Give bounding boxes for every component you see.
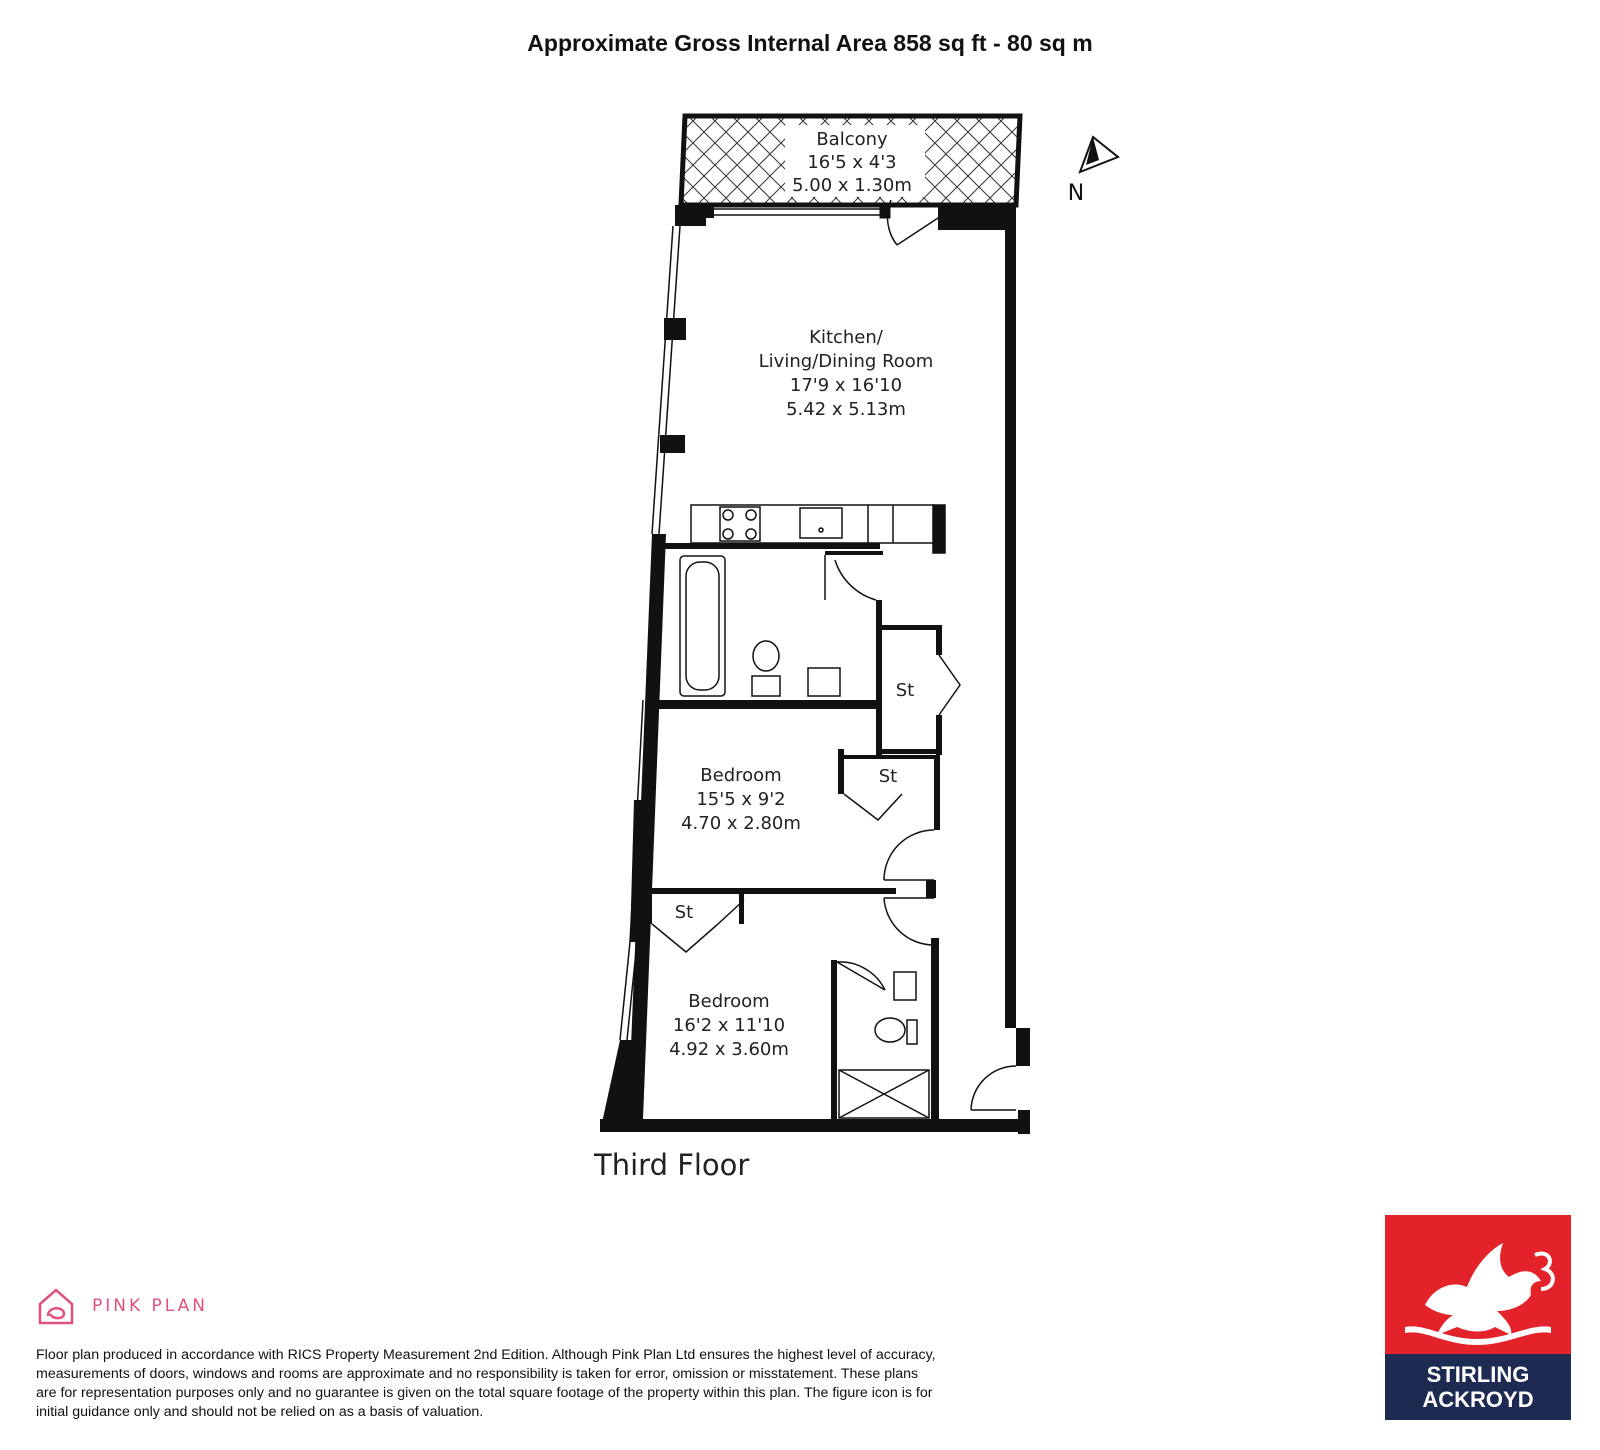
disclaimer-text: Floor plan produced in accordance with RICS Property Measurement 2nd Edition. Although Pink Plan Ltd ensures the highest level of accuracy, measurements of doors, windows and rooms are approximate and no responsibility is taken for error, omission or misstatement. These plans are for representation purposes only and no guarantee is given on the total square footage of the property within this plan. The figure icon is for initial guidance only and should not be relied on as a basis of valuation. [36,1347,936,1420]
page-title: Approximate Gross Internal Area 858 sq ft - 80 sq m [527,30,1093,56]
bedroom2-imperial: 16'2 x 11'10 [672,1015,786,1036]
store-label-2: St [878,766,898,787]
balcony-name: Balcony [816,129,888,150]
bedroom1-imperial: 15'5 x 9'2 [696,789,786,810]
ensuite-fixtures [837,962,929,1118]
bedroom1-name: Bedroom [700,765,782,786]
griffin-panel [1385,1215,1571,1354]
entrance-door [971,1066,1016,1110]
floor-label: Third Floor [594,1148,750,1182]
bathroom-fixtures [680,555,876,696]
balcony-imperial: 16'5 x 4'3 [807,152,897,173]
pink-plan-house-icon [36,1286,76,1326]
living-name-line2: Living/Dining Room [758,351,934,372]
store-label-3: St [674,902,694,923]
balcony-metric: 5.00 x 1.30m [792,175,912,196]
living-metric: 5.42 x 5.13m [786,399,906,420]
bedroom1-metric: 4.70 x 2.80m [681,813,801,834]
agent-name-line1: STIRLING [1426,1362,1530,1387]
bedroom2-name: Bedroom [688,991,770,1012]
bedroom2-metric: 4.92 x 3.60m [669,1039,789,1060]
compass-icon [1068,137,1118,206]
store-label-1: St [895,680,915,701]
agent-name-panel [1385,1354,1571,1420]
pink-plan-logo [36,1286,208,1326]
living-name-line1: Kitchen/ [809,327,883,348]
living-imperial: 17'9 x 16'10 [789,375,903,396]
compass-label: N [1067,181,1085,206]
agent-name-line2: ACKROYD [1422,1387,1534,1412]
stirling-ackroyd-logo [1385,1215,1571,1420]
griffin-icon [1385,1215,1571,1354]
pink-plan-name: PINK PLAN [92,1296,208,1316]
